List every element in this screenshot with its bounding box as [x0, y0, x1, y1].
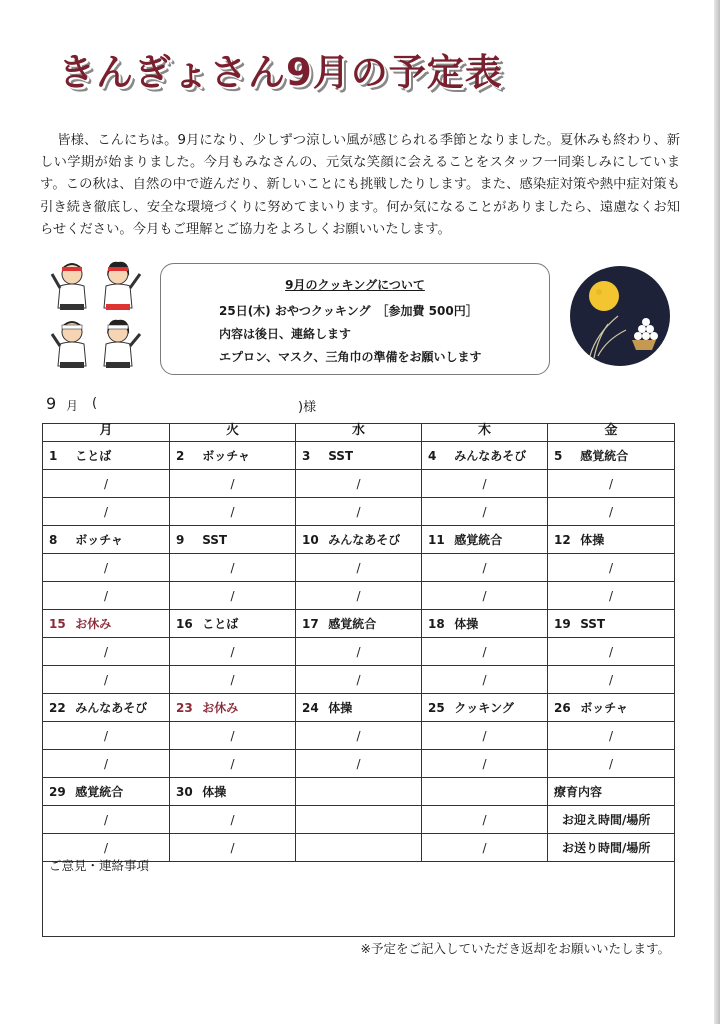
name-paren-open: ( [92, 396, 98, 411]
kid-figure-3 [52, 321, 86, 368]
time-entry-cell[interactable]: / [170, 582, 296, 610]
activity-label: みんなあそび [328, 533, 401, 547]
time-entry-cell[interactable]: / [422, 554, 548, 582]
cooking-notice-detail: 内容は後日、連絡します [219, 327, 352, 341]
day-cell [548, 526, 675, 554]
dropoff-row [43, 666, 675, 694]
time-entry-cell[interactable]: / [422, 722, 548, 750]
activity-label: ことば [75, 449, 112, 463]
day-cell [422, 442, 548, 470]
dropoff-row [43, 498, 675, 526]
day-number: 29 [49, 785, 66, 799]
time-entry-cell[interactable]: / [548, 582, 675, 610]
cheering-kids-illustration [50, 260, 142, 372]
cooking-notice-prep: エプロン、マスク、三角巾の準備をお願いします [219, 350, 482, 364]
time-entry-cell[interactable]: / [422, 806, 548, 834]
month-number: 9 [46, 394, 57, 413]
monthly-schedule-table [42, 423, 675, 862]
return-note: ※予定をご記入していただき返却をお願いいたします。 [360, 941, 670, 956]
time-entry-cell[interactable]: / [170, 806, 296, 834]
time-entry-cell[interactable]: / [43, 582, 170, 610]
weekday-header: 火 [170, 424, 296, 442]
page-edge [714, 0, 720, 1024]
day-number: 12 [554, 533, 571, 547]
kid-figure-1 [52, 263, 86, 310]
day-cell [422, 778, 548, 806]
comments-box[interactable] [42, 853, 675, 937]
kid-figure-2 [104, 262, 140, 310]
date-activity-row [43, 610, 675, 638]
activity-label: 体操 [202, 785, 227, 799]
greeting-paragraph: 皆様、こんにちは。9月になり、少しずつ涼しい風が感じられる季節となりました。夏休みも終わり、新しい学期が始まりました。今月もみなさんの、元気な笑顔に会えることをスタッフ一同楽しみにしています。この秋は、自然の中で遊んだり、新しいことにも挑戦したりします。また、感染症対策や熱中症対策も引き続き徹底し、安全な環境づくりに努めてまいります。何か気になることがありましたら、遠慮なくお知らせください。今月もご理解とご協力をよろしくお願いいたします。 [40, 133, 680, 237]
legend-label: お迎え時間/場所 [548, 806, 675, 834]
month-unit: 月 [66, 399, 79, 413]
time-entry-cell[interactable]: / [43, 750, 170, 778]
day-cell [548, 694, 675, 722]
day-cell [548, 610, 675, 638]
name-paren-close: )様 [298, 400, 317, 415]
time-entry-cell[interactable]: / [548, 638, 675, 666]
time-entry-cell[interactable]: / [296, 582, 422, 610]
time-entry-cell[interactable]: / [296, 750, 422, 778]
time-entry-cell[interactable]: / [548, 470, 675, 498]
time-entry-cell[interactable]: / [422, 666, 548, 694]
kid-figure-4 [104, 320, 140, 368]
time-entry-cell[interactable]: / [422, 834, 548, 862]
day-cell [43, 778, 170, 806]
name-entry-line [42, 394, 402, 416]
date-activity-row [43, 442, 675, 470]
time-entry-cell[interactable]: / [170, 638, 296, 666]
activity-label: ボッチャ [580, 701, 628, 715]
day-cell [422, 610, 548, 638]
time-entry-cell[interactable]: / [170, 554, 296, 582]
activity-label: 体操 [454, 617, 479, 631]
time-entry-cell[interactable]: / [422, 498, 548, 526]
day-cell [548, 442, 675, 470]
time-entry-cell[interactable]: / [548, 722, 675, 750]
legend-label: お送り時間/場所 [548, 834, 675, 862]
legend-label: 療育内容 [548, 778, 675, 806]
page-title: きんぎょさん9月の予定表 [58, 51, 503, 94]
name-field[interactable] [104, 396, 294, 412]
time-entry-cell[interactable]: / [170, 834, 296, 862]
pickup-row [43, 806, 675, 834]
time-entry-cell[interactable]: / [422, 750, 548, 778]
day-number: 24 [302, 701, 319, 715]
time-entry-cell[interactable]: / [43, 666, 170, 694]
day-cell [422, 694, 548, 722]
time-entry-cell[interactable]: / [548, 666, 675, 694]
time-entry-cell[interactable]: / [170, 722, 296, 750]
dropoff-row [43, 582, 675, 610]
day-number: 18 [428, 617, 445, 631]
day-number: 4 [428, 449, 437, 463]
time-entry-cell[interactable]: / [43, 470, 170, 498]
activity-label: ことば [202, 617, 239, 631]
day-number: 8 [49, 533, 58, 547]
day-number: 11 [428, 533, 445, 547]
activity-label: お休み [75, 617, 112, 631]
day-cell [296, 694, 422, 722]
time-entry-cell[interactable]: / [422, 582, 548, 610]
comments-label: ご意見・連絡事項 [49, 858, 150, 873]
time-entry-cell[interactable]: / [296, 470, 422, 498]
day-number: 15 [49, 617, 66, 631]
activity-label: 感覚統合 [580, 449, 629, 463]
time-entry-cell[interactable]: / [296, 498, 422, 526]
day-number: 23 [176, 701, 193, 715]
day-number: 9 [176, 532, 185, 547]
cooking-notice-date: 25日(木) おやつクッキング ［参加費 500円］ [219, 304, 478, 318]
day-cell [296, 442, 422, 470]
time-entry-cell[interactable]: / [296, 554, 422, 582]
day-cell [296, 610, 422, 638]
activity-label: みんなあそび [75, 701, 148, 715]
activity-label: 体操 [580, 533, 605, 547]
weekday-header: 月 [43, 424, 170, 442]
time-entry-cell[interactable]: / [548, 498, 675, 526]
day-cell [170, 442, 296, 470]
pickup-row [43, 722, 675, 750]
day-number: 19 [554, 616, 571, 631]
weekday-header: 金 [548, 424, 675, 442]
activity-label: ボッチャ [75, 533, 123, 547]
day-cell [170, 694, 296, 722]
time-entry-cell[interactable]: / [43, 722, 170, 750]
moon-viewing-illustration [568, 264, 672, 368]
day-number: 25 [428, 701, 445, 715]
activity-label: 感覚統合 [454, 533, 503, 547]
weekday-header: 水 [296, 424, 422, 442]
day-cell [170, 610, 296, 638]
day-cell [422, 526, 548, 554]
day-number: 26 [554, 701, 571, 715]
time-entry-cell[interactable]: / [422, 470, 548, 498]
time-entry-cell[interactable]: / [170, 750, 296, 778]
time-entry-cell[interactable]: / [296, 638, 422, 666]
pickup-row [43, 470, 675, 498]
day-number: 17 [302, 617, 319, 631]
activity-label: SST [580, 616, 606, 631]
day-number: 3 [302, 448, 311, 463]
pickup-row [43, 638, 675, 666]
day-cell [43, 610, 170, 638]
day-number: 30 [176, 785, 193, 799]
activity-label: クッキング [454, 701, 514, 715]
time-entry-cell[interactable]: / [548, 750, 675, 778]
time-entry-cell[interactable]: / [43, 554, 170, 582]
day-cell [170, 526, 296, 554]
time-entry-cell[interactable]: / [43, 638, 170, 666]
day-cell [43, 526, 170, 554]
day-number: 2 [176, 449, 185, 463]
date-activity-row [43, 694, 675, 722]
empty-cell [296, 806, 422, 834]
time-entry-cell[interactable]: / [422, 638, 548, 666]
activity-label: 感覚統合 [328, 617, 377, 631]
time-entry-cell[interactable]: / [296, 666, 422, 694]
time-entry-cell[interactable]: / [43, 806, 170, 834]
activity-label: 感覚統合 [75, 785, 124, 799]
weekday-header-row [43, 424, 675, 442]
time-entry-cell[interactable]: / [43, 834, 170, 862]
date-activity-row [43, 778, 675, 806]
time-entry-cell[interactable]: / [170, 498, 296, 526]
activity-label: みんなあそび [454, 449, 527, 463]
day-number: 22 [49, 701, 66, 715]
day-cell [296, 778, 422, 806]
day-number: 16 [176, 617, 193, 631]
pickup-row [43, 554, 675, 582]
date-activity-row [43, 526, 675, 554]
day-number: 5 [554, 449, 563, 463]
time-entry-cell[interactable]: / [296, 722, 422, 750]
day-cell [296, 526, 422, 554]
activity-label: お休み [202, 701, 239, 715]
time-entry-cell[interactable]: / [170, 666, 296, 694]
day-cell [43, 694, 170, 722]
day-number: 10 [302, 533, 319, 547]
activity-label: SST [202, 532, 228, 547]
day-cell [43, 442, 170, 470]
cooking-notice-box [160, 263, 550, 375]
activity-label: ボッチャ [202, 449, 250, 463]
time-entry-cell[interactable]: / [43, 498, 170, 526]
time-entry-cell[interactable]: / [170, 470, 296, 498]
dropoff-row [43, 750, 675, 778]
day-number: 1 [49, 449, 58, 463]
activity-label: 体操 [328, 701, 353, 715]
weekday-header: 木 [422, 424, 548, 442]
cooking-notice-title: 9月のクッキングについて [285, 278, 425, 292]
day-cell [170, 778, 296, 806]
activity-label: SST [328, 448, 354, 463]
time-entry-cell[interactable]: / [548, 554, 675, 582]
